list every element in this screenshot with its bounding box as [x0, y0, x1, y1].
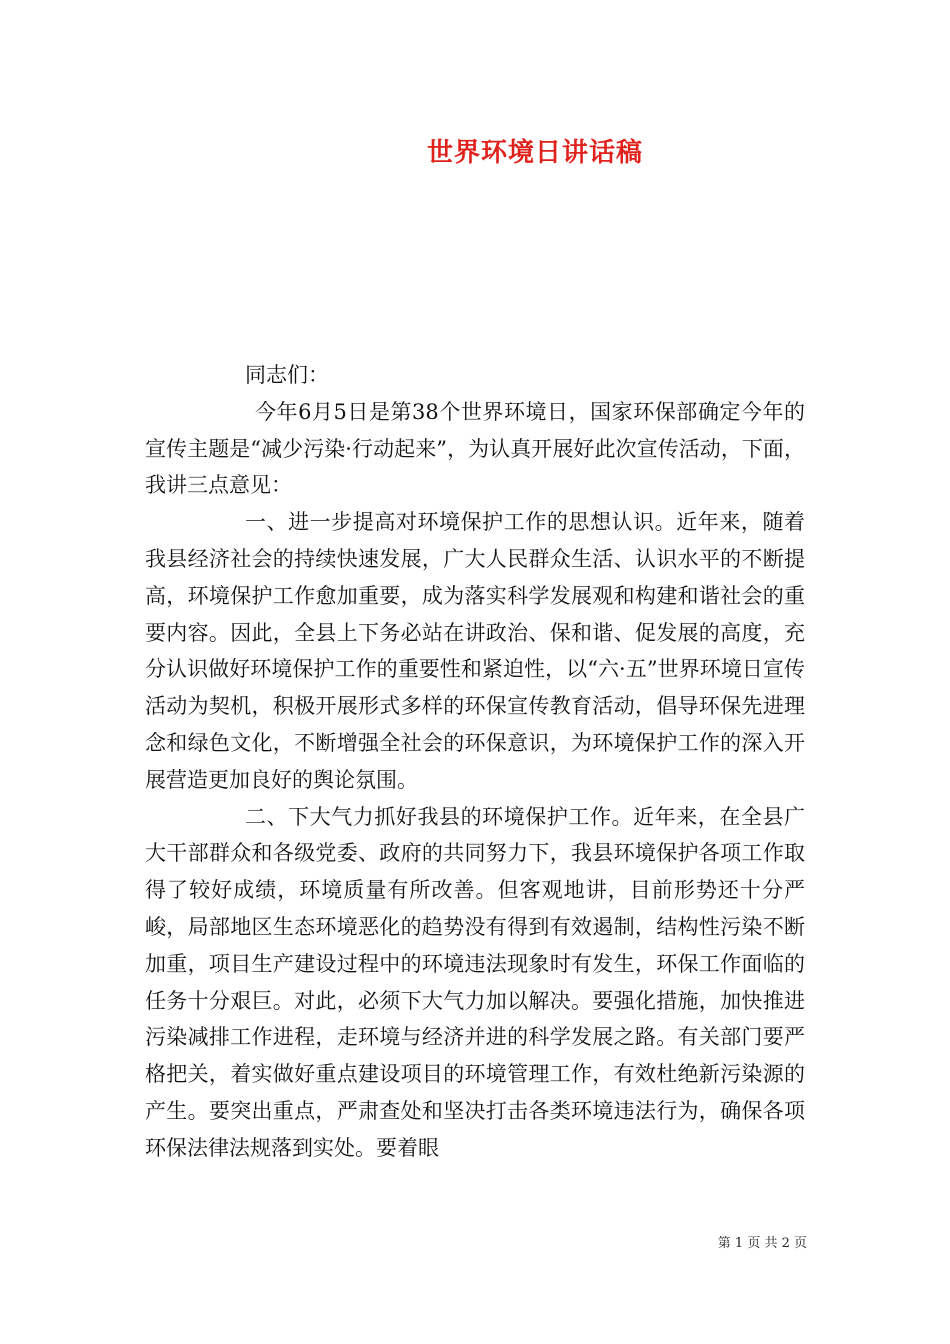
intro-paragraph: 今年6月5日是第38个世界环境日，国家环保部确定今年的宣传主题是“减少污染·行动起来”，为认真开展好此次宣传活动，下面，我讲三点意见：: [145, 399, 805, 498]
paragraph-1: 一、进一步提高对环境保护工作的思想认识。近年来，随着我县经济社会的持续快速发展，广大人民群众生活、认识水平的不断提高，环境保护工作愈加重要，成为落实科学发展观和构建和谐社会的重要内容。因此，全县上下务必站在讲政治、保和谐、促发展的高度，充分认识做好环境保护工作的重要性和紧迫性，以“六·五”世界环境日宣传活动为契机，积极开展形式多样的环保宣传教育活动，倡导环保先进理念和绿色文化，不断增强全社会的环保意识，为环境保护工作的深入开展营造更加良好的舆论氛围。: [145, 510, 805, 792]
document-title: 世界环境日讲话稿: [426, 138, 643, 168]
paragraph-2: 二、下大气力抓好我县的环境保护工作。近年来，在全县广大干部群众和各级党委、政府的共同努力下，我县环境保护各项工作取得了较好成绩，环境质量有所改善。但客观地讲，目前形势还十分严峻，局部地区生态环境恶化的趋势没有得到有效遏制，结构性污染不断加重，项目生产建设过程中的环境违法现象时有发生，环保工作面临的任务十分艰巨。对此，必须下大气力加以解决。要强化措施，加快推进污染减排工作进程，走环境与经济并进的科学发展之路。有关部门要严格把关，着实做好重点建设项目的环境管理工作，有效杜绝新污染源的产生。要突出重点，严肃查处和坚决打击各类环境违法行为，确保各项环保法律法规落到实处。要着眼: [145, 804, 805, 1160]
greeting: 同志们：: [245, 363, 329, 387]
document-body: [145, 357, 805, 1167]
page-number: 第 1 页 共 2 页: [717, 1236, 807, 1251]
